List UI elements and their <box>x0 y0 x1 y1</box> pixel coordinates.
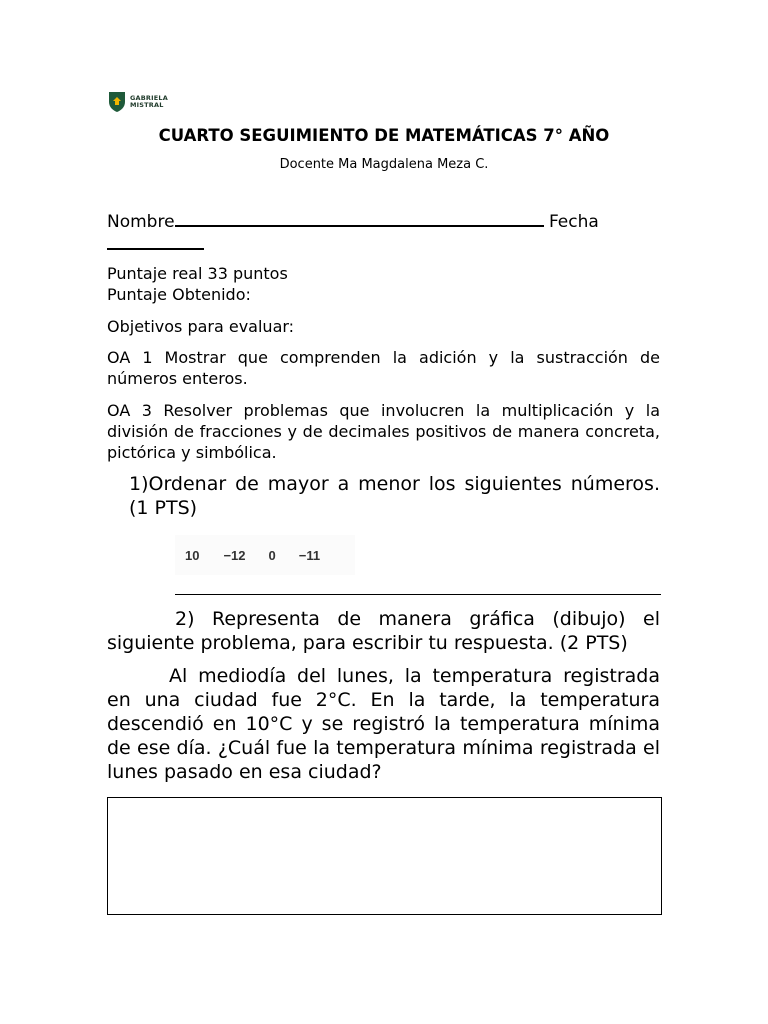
logo-line-2: MISTRAL <box>130 101 164 109</box>
document-title: CUARTO SEGUIMIENTO DE MATEMÁTICAS 7° AÑO <box>158 126 610 145</box>
name-label: Nombre <box>107 212 175 232</box>
date-input-line[interactable] <box>107 236 204 250</box>
number-item: −12 <box>223 547 246 563</box>
shield-icon <box>108 91 126 113</box>
objectives-heading: Objetivos para evaluar: <box>107 317 295 336</box>
logo-line-1: GABRIELA <box>130 94 168 102</box>
numbers-to-order <box>175 535 355 575</box>
name-input-line[interactable] <box>175 209 544 227</box>
answer-line[interactable] <box>175 594 661 595</box>
problem-statement: Al mediodía del lunes, la temperatura registrada en una ciudad fue 2°C. En la tarde, la temperatura descendió en 10°C y se registró la temperatura mínima de ese día. ¿Cuál fue la temperatura mínima registrada el lunes pasado en esa ciudad? <box>107 665 660 783</box>
question-2: 2) Representa de manera gráfica (dibujo) el siguiente problema, para escribir tu respuesta. (2 PTS) <box>107 608 660 654</box>
obtained-score: Puntaje Obtenido: <box>107 285 251 304</box>
number-item: 0 <box>268 547 276 563</box>
date-label: Fecha <box>548 212 599 232</box>
teacher-name: Docente Ma Magdalena Meza C. <box>279 157 489 172</box>
real-score: Puntaje real 33 puntos <box>107 264 288 283</box>
school-logo <box>108 91 168 113</box>
logo-text <box>130 95 168 109</box>
question-1: 1)Ordenar de mayor a menor los siguientes números. (1 PTS) <box>129 473 660 519</box>
number-item: −11 <box>298 547 321 563</box>
number-item: 10 <box>185 547 200 563</box>
name-date-row <box>107 209 599 232</box>
objective-oa3: OA 3 Resolver problemas que involucren la multiplicación y la división de fracciones y de decimales positivos de manera concreta, pictórica y simbólica. <box>107 401 660 462</box>
objective-oa1: OA 1 Mostrar que comprenden la adición y la sustracción de números enteros. <box>107 348 660 388</box>
answer-box[interactable] <box>107 797 662 915</box>
